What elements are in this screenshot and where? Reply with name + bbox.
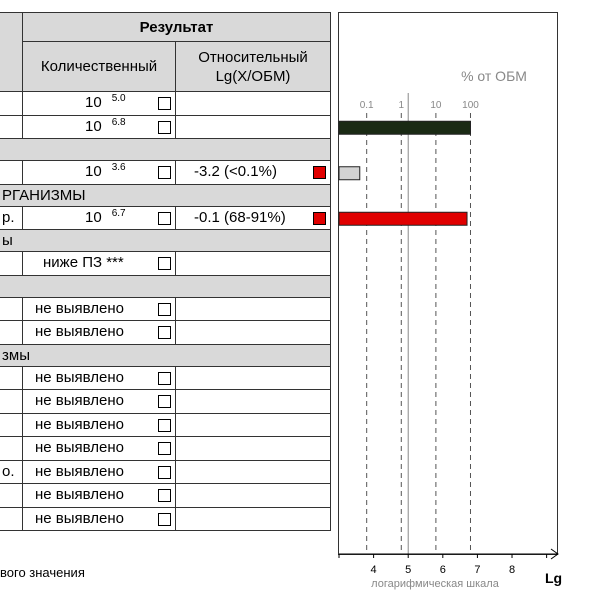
quantity-exponent: 5.0 [111,93,126,104]
relative-cell [176,115,331,139]
relative-cell [176,437,331,461]
table-row [0,437,331,461]
quantity-value [85,209,126,226]
quantitative-cell [23,115,176,139]
relative-cell [176,507,331,531]
section-header [0,275,331,297]
checkbox[interactable] [158,166,171,179]
section-header: РГАНИЗМЫ [0,184,331,206]
relative-header-line1: Относительный [198,48,308,66]
quantity-text: не выявлено [35,462,125,480]
relative-value: -3.2 (<0.1%) [194,163,277,180]
relative-header [176,42,331,92]
relative-value: -0.1 (68-91%) [194,208,286,226]
red-flag-marker [313,166,326,179]
quantity-base: 10 [85,163,102,180]
checkbox[interactable] [158,257,171,270]
quantity-text: не выявлено [35,415,125,433]
checkbox[interactable] [158,395,171,408]
table-row [0,161,331,185]
checkbox[interactable] [158,442,171,455]
lg-axis-label: Lg [545,570,563,586]
quantity-base: 10 [85,117,102,135]
quantitative-cell [23,507,176,531]
relative-cell [176,252,331,276]
organism-name [0,297,23,321]
organism-name: о. [0,460,23,484]
organism-name [0,321,23,345]
result-table [0,12,331,531]
organism-name [0,484,23,508]
organism-name: р. [0,206,23,230]
table-row [0,507,331,531]
table-row [0,484,331,508]
relative-cell [176,321,331,345]
organism-name [0,161,23,185]
quantitative-cell [23,92,176,116]
section-header [0,139,331,161]
quantity-text: не выявлено [35,323,125,340]
quantity-text: не выявлено [35,509,125,527]
organism-name [0,437,23,461]
quantitative-cell [23,366,176,390]
quantitative-cell [23,321,176,345]
checkbox[interactable] [158,372,171,385]
data-bar [339,167,360,180]
quantitative-header: Количественный [23,42,176,92]
relative-cell [176,413,331,437]
checkbox[interactable] [158,97,171,110]
relative-cell [176,484,331,508]
quantitative-cell [23,252,176,276]
checkbox[interactable] [158,326,171,339]
organism-name [0,390,23,414]
top-tick-label: 10 [430,100,442,111]
table-row [0,390,331,414]
quantity-value [85,94,126,111]
quantity-exponent: 6.8 [111,116,126,128]
quantity-value [85,163,126,180]
organism-name [0,92,23,116]
quantitative-cell [23,161,176,185]
quantity-text: не выявлено [35,439,125,456]
relative-header-line2: Lg(X/ОБМ) [215,67,291,85]
quantity-base: 10 [85,94,102,111]
x-tick-label: 6 [439,564,446,576]
quantity-text: ниже ПЗ *** [43,254,124,271]
checkbox[interactable] [158,303,171,316]
x-tick-label: 8 [508,564,516,576]
checkbox[interactable] [158,419,171,432]
relative-cell [176,92,331,116]
organism-name [0,507,23,531]
quantity-text: не выявлено [35,392,125,409]
red-flag-marker [313,212,326,225]
quantitative-cell [23,413,176,437]
quantitative-cell [23,206,176,230]
organism-name [0,413,23,437]
x-tick-label: 7 [474,564,481,576]
relative-cell [176,161,331,185]
top-tick-label: 0.1 [359,100,374,111]
quantitative-cell [23,297,176,321]
checkbox[interactable] [158,121,171,134]
relative-cell [176,297,331,321]
quantity-base: 10 [85,208,102,226]
x-axis-label: логарифмическая шкала [371,578,499,590]
relative-cell [176,206,331,230]
top-tick-label: 1 [398,100,405,111]
quantitative-cell [23,484,176,508]
x-tick-label: 5 [405,564,412,576]
relative-cell [176,460,331,484]
quantitative-cell [23,390,176,414]
table-row [0,366,331,390]
table-row [0,115,331,139]
result-header: Результат [23,13,331,42]
data-bar [339,121,470,134]
table-row [0,92,331,116]
checkbox[interactable] [158,489,171,502]
table-row [0,252,331,276]
organism-name [0,366,23,390]
relative-cell [176,390,331,414]
table-row [0,460,331,484]
quantitative-cell [23,437,176,461]
section-header: ы [0,230,331,252]
quantity-text: не выявлено [35,486,125,503]
quantity-exponent: 6.7 [111,207,126,219]
checkbox[interactable] [158,466,171,479]
table-row [0,297,331,321]
table-row [0,206,331,230]
quantitative-cell [23,460,176,484]
quantity-exponent: 3.6 [111,162,126,173]
checkbox[interactable] [158,513,171,526]
footnote: вого значения [0,565,85,580]
quantity-value [85,118,126,135]
data-bar [339,212,467,225]
organism-name [0,252,23,276]
quantity-text: не выявлено [35,368,125,386]
relative-cell [176,366,331,390]
header-blank [0,13,23,92]
chart-title: % от ОБМ [461,68,527,84]
quantity-text: не выявлено [35,299,125,317]
checkbox[interactable] [158,212,171,225]
x-tick-label: 4 [370,564,377,576]
organism-name [0,115,23,139]
table-row [0,321,331,345]
section-header: змы [0,344,331,366]
top-tick-label: 100 [462,100,479,111]
table-row [0,413,331,437]
